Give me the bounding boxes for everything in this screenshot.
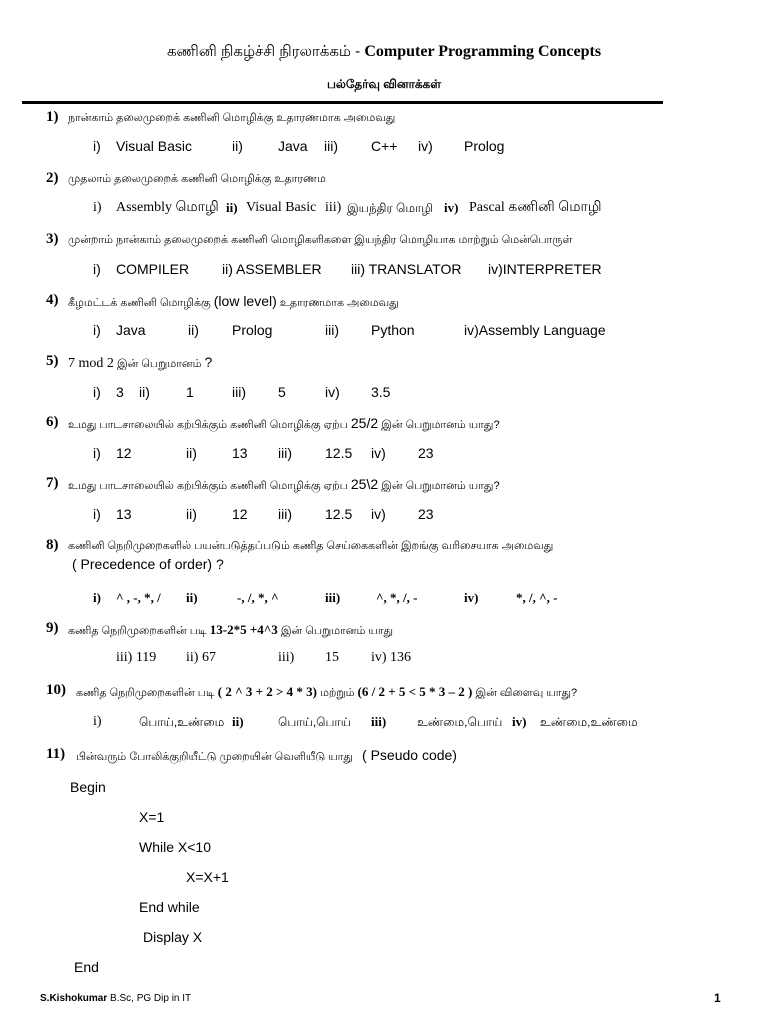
q6-option: iv) xyxy=(371,445,386,461)
q7-option: iii) xyxy=(278,506,292,522)
pseudocode-line: Display X xyxy=(143,929,203,945)
q10-option: iii) xyxy=(371,714,387,729)
q6-option: 23 xyxy=(418,445,434,461)
question-1-number: 1) xyxy=(46,109,59,125)
q10-option: உண்மை,உண்மை xyxy=(540,715,638,729)
question-6-text: உமது பாடசாலையில் கற்பிக்கும் கணினி மொழிக்கு ஏற்ப 25/2 இன் பெறுமானம் யாது? xyxy=(68,415,500,431)
pseudocode-line: End xyxy=(74,959,99,975)
q5-option: iv) xyxy=(325,384,340,400)
question-10-text: கணித நெறிமுறைகளின் படி ( 2 ^ 3 + 2 > 4 * 3) மற்றும் (6 / 2 + 5 < 5 * 3 – 2 ) இன் விளைவு யாது? xyxy=(76,684,578,699)
q5-option: i) xyxy=(93,384,101,400)
title-english: Computer Programming Concepts xyxy=(364,43,602,60)
question-2-number: 2) xyxy=(46,170,59,186)
q1-option: Visual Basic xyxy=(116,138,193,154)
q9-option: 15 xyxy=(325,650,339,665)
q4-option: Java xyxy=(116,322,146,338)
q5-option: iii) xyxy=(232,384,246,400)
q4-option: i) xyxy=(93,322,101,338)
question-4-number: 4) xyxy=(46,292,59,308)
q1-option: iii) xyxy=(324,138,338,154)
question-9-number: 9) xyxy=(46,620,59,636)
question-8-text-line2: ( Precedence of order) ? xyxy=(72,556,224,572)
q9-option: iii) 119 xyxy=(116,650,157,665)
footer-author: S.Kishokumar B.Sc, PG Dip in IT xyxy=(40,993,192,1004)
question-6-number: 6) xyxy=(46,414,59,430)
q1-option: Java xyxy=(278,138,308,154)
q2-option: Assembly மொழி xyxy=(116,200,219,215)
q10-option: iv) xyxy=(512,714,527,729)
q10-option: பொய்,உண்மை xyxy=(139,715,225,729)
q9-option: iv) 136 xyxy=(371,650,412,665)
q5-option: 3.5 xyxy=(371,384,391,400)
q6-option: iii) xyxy=(278,445,292,461)
question-7-number: 7) xyxy=(46,475,59,491)
q4-option: ii) xyxy=(188,322,199,338)
question-9-text: கணித நெறிமுறைகளின் படி 13-2*5 +4^3 இன் பெறுமானம் யாது xyxy=(68,622,394,637)
pseudocode-line: X=X+1 xyxy=(186,869,229,885)
question-3-text: முன்றாம் நான்காம் தலைமுறைக் கணினி மொழிகளிகளை இயந்திர மொழியாக மாற்றும் மென்பொருள் xyxy=(68,234,573,246)
q2-option: i) xyxy=(93,200,102,215)
page-number: 1 xyxy=(714,991,721,1005)
q10-option: ii) xyxy=(232,714,244,729)
question-10-number: 10) xyxy=(46,682,66,698)
title-tamil: கணினி நிகழ்ச்சி நிரலாக்கம் - xyxy=(166,43,365,60)
q7-option: 12.5 xyxy=(325,506,353,522)
q10-option: பொய்,பொய் xyxy=(278,715,351,729)
q8-option: *, /, ^, - xyxy=(516,590,558,605)
page-subtitle: பல்தேர்வு வினாக்கள் xyxy=(326,77,442,91)
q7-option: ii) xyxy=(186,506,197,522)
q7-option: 23 xyxy=(418,506,434,522)
q3-option: iv)INTERPRETER xyxy=(488,261,602,277)
question-1-text: நான்காம் தலைமுறைக் கணினி மொழிக்கு உதாரணமாக அமைவது xyxy=(68,112,396,124)
q9-option: ii) 67 xyxy=(186,650,216,665)
page-title xyxy=(0,43,768,62)
q6-option: ii) xyxy=(186,445,197,461)
question-2-text: முதலாம் தலைமுறைக் கணினி மொழிக்கு உதாரணம xyxy=(68,173,326,185)
pseudocode-line: While X<10 xyxy=(139,839,211,855)
q10-option: உண்மை,பொய் xyxy=(417,715,503,729)
q1-option: Prolog xyxy=(464,138,505,154)
q4-option: Prolog xyxy=(232,322,273,338)
q7-option: i) xyxy=(93,506,101,522)
q6-option: 12 xyxy=(116,445,132,461)
q4-option: iv)Assembly Language xyxy=(464,322,606,338)
question-8-number: 8) xyxy=(46,537,59,553)
q1-option: C++ xyxy=(371,138,398,154)
q6-option: 13 xyxy=(232,445,248,461)
q3-option: COMPILER xyxy=(116,261,190,277)
question-3-number: 3) xyxy=(46,231,59,247)
q2-option: iv) xyxy=(444,200,459,215)
q2-option: ii) xyxy=(226,200,238,215)
question-4-text: கீழமட்டக் கணினி மொழிக்கு (low level) உதாரணமாக அமைவது xyxy=(68,293,399,309)
pseudocode-line: End while xyxy=(139,899,200,915)
q7-option: iv) xyxy=(371,506,386,522)
q8-option: ii) xyxy=(186,590,198,605)
q4-option: iii) xyxy=(325,322,339,338)
q4-option: Python xyxy=(371,322,415,338)
q2-option: iii) xyxy=(325,200,342,215)
q7-option: 13 xyxy=(116,506,132,522)
q8-option: -, /, *, ^ xyxy=(237,590,279,605)
q8-option: ^, *, /, - xyxy=(376,590,418,605)
question-11-number: 11) xyxy=(46,746,66,762)
q2-option: Visual Basic xyxy=(246,200,317,215)
q3-option: ii) ASSEMBLER xyxy=(222,261,322,277)
q5-option: 1 xyxy=(186,384,194,400)
question-5-number: 5) xyxy=(46,353,59,369)
q5-option: 3 xyxy=(116,384,124,400)
question-5-text: 7 mod 2 இன் பெறுமானம் ? xyxy=(68,354,213,371)
pseudocode-line: X=1 xyxy=(139,809,165,825)
q2-option: இயந்திர மொழி xyxy=(347,201,434,215)
q6-option: 12.5 xyxy=(325,445,353,461)
q1-option: iv) xyxy=(418,138,433,154)
q9-option: iii) xyxy=(278,650,295,665)
q2-option: Pascal கணினி மொழி xyxy=(469,200,602,215)
q5-option: 5 xyxy=(278,384,286,400)
q8-option: ^ , -, *, / xyxy=(116,590,161,605)
q7-option: 12 xyxy=(232,506,248,522)
question-8-text: கணினி நெறிமுறைகளில் பயன்படுத்தப்படும் கணித செய்கைகளின் இறங்கு வரிசையாக அமைவது xyxy=(68,540,554,552)
header-rule xyxy=(22,101,663,104)
q10-option: i) xyxy=(93,714,102,729)
pseudocode-line: Begin xyxy=(70,779,106,795)
q3-option: iii) TRANSLATOR xyxy=(351,261,462,277)
q5-option: ii) xyxy=(139,384,150,400)
q1-option: i) xyxy=(93,138,101,154)
question-11-text: பின்வரும் போலிக்குறியீட்டு முறையின் வெளியீடு யாது ( Pseudo code) xyxy=(76,747,457,763)
q3-option: i) xyxy=(93,261,101,277)
question-7-text: உமது பாடசாலையில் கற்பிக்கும் கணினி மொழிக்கு ஏற்ப 25\2 இன் பெறுமானம் யாது? xyxy=(68,476,500,492)
q6-option: i) xyxy=(93,445,101,461)
q1-option: ii) xyxy=(232,138,243,154)
q8-option: iv) xyxy=(464,590,479,605)
q8-option: i) xyxy=(93,590,101,605)
q8-option: iii) xyxy=(325,590,341,605)
